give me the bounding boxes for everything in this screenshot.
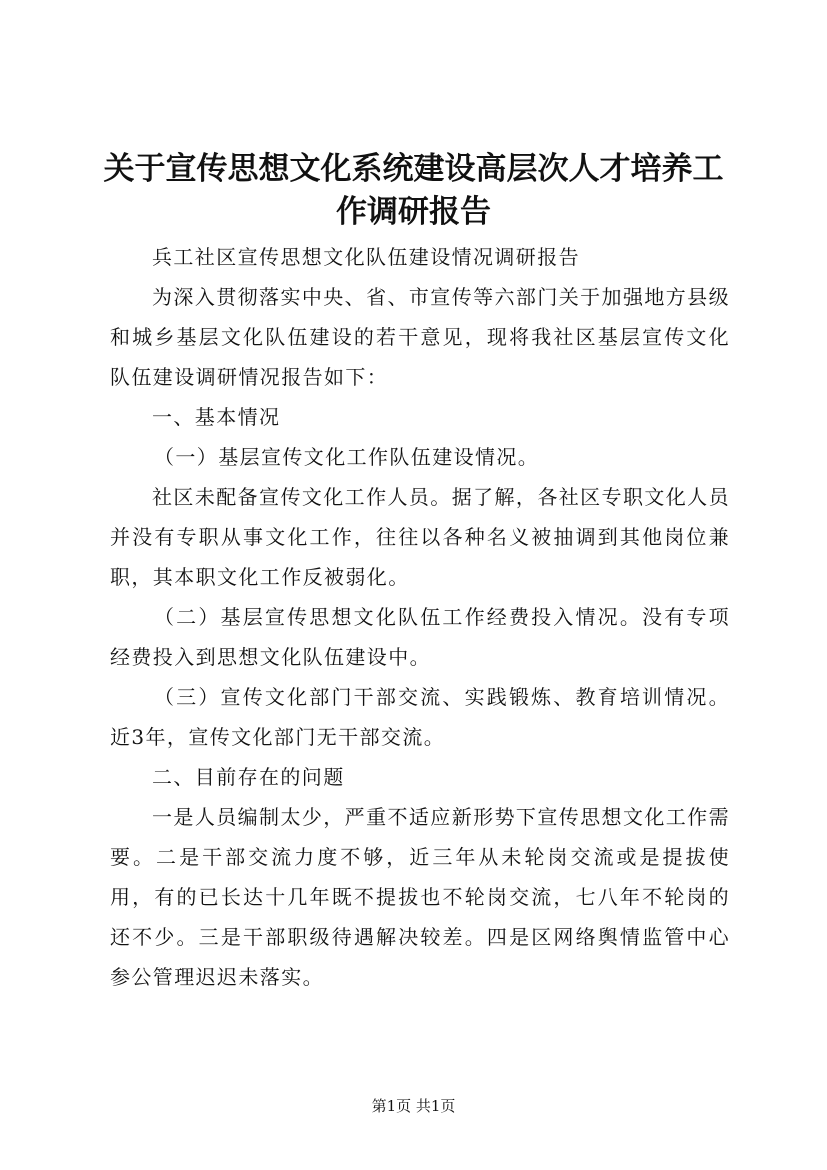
page-footer: 第1页 共1页 — [371, 1097, 456, 1115]
paragraph-intro: 为深入贯彻落实中央、省、市宣传等六部门关于加强地方县级和城乡基层文化队伍建设的若干意见，现将我社区基层宣传文化队伍建设调研情况报告如下： — [110, 285, 730, 389]
paragraph-exchange: （三）宣传文化部门干部交流、实践锻炼、教育培训情况。近3年，宣传文化部门无干部交流。 — [110, 685, 730, 749]
paragraph-problems: 一是人员编制太少，严重不适应新形势下宣传思想文化工作需要。二是干部交流力度不够，近三年从未轮岗交流或是提拔使用，有的已长达十几年既不提拔也不轮岗交流，七八年不轮岗的还不少。三是干部职级待遇解决较差。四是区网络舆情监管中心参公管理迟迟未落实。 — [110, 805, 730, 989]
document-title: 关于宣传思想文化系统建设高层次人才培养工作调研报告 — [103, 151, 724, 230]
section-heading-basic: 一、基本情况 — [152, 405, 281, 429]
paragraph-staffing: 社区未配备宣传文化工作人员。据了解，各社区专职文化人员并没有专职从事文化工作，往往以各种名义被抽调到其他岗位兼职，其本职文化工作反被弱化。 — [110, 485, 730, 589]
section-heading-problems: 二、目前存在的问题 — [152, 765, 345, 789]
subsection-heading-team: （一）基层宣传文化工作队伍建设情况。 — [154, 445, 540, 469]
document-body — [110, 237, 730, 997]
paragraph-subtitle: 兵工社区宣传思想文化队伍建设情况调研报告 — [152, 245, 580, 269]
paragraph-funding: （二）基层宣传思想文化队伍工作经费投入情况。没有专项经费投入到思想文化队伍建设中。 — [110, 605, 730, 669]
